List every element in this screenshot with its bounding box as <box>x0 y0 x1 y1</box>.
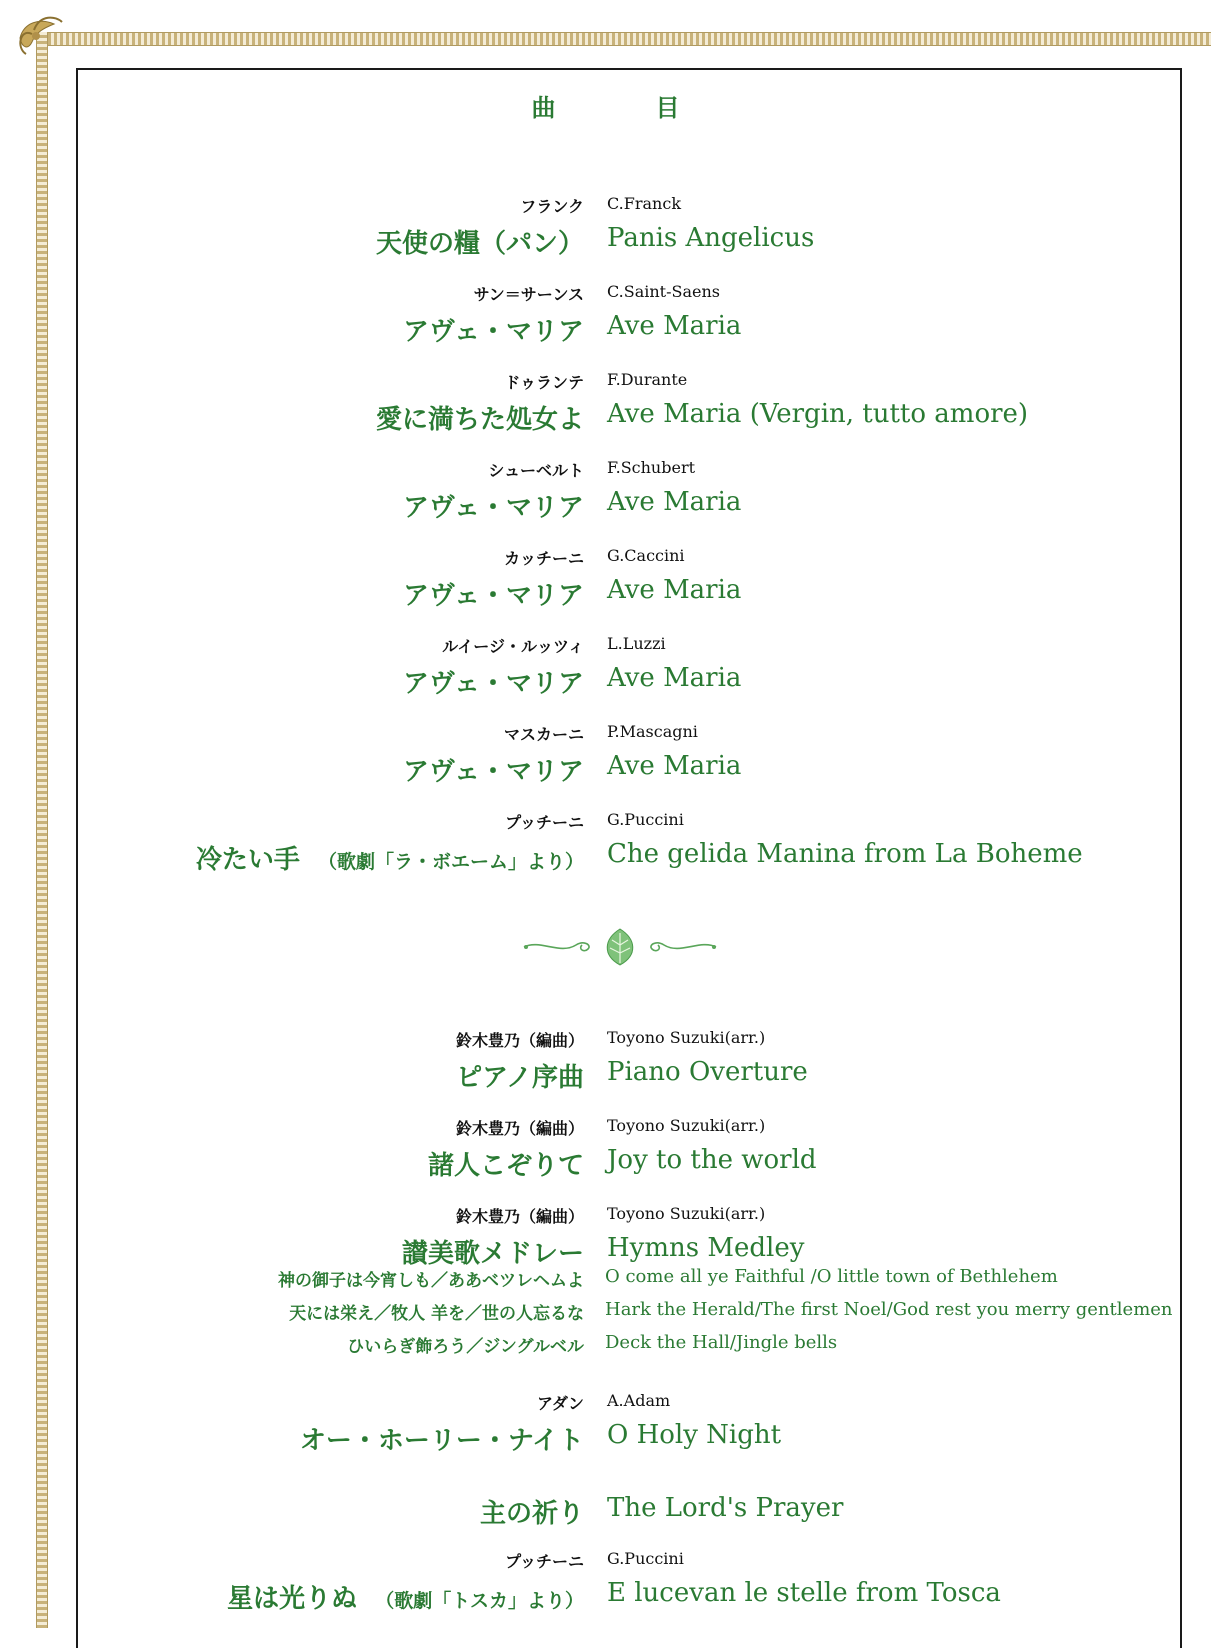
en-song-title: Che gelida Manina from La Boheme <box>607 839 1083 869</box>
medley-jp-line: 神の御子は今宵しも／ああベツレヘムよ <box>278 1271 584 1291</box>
jp-song-title: アヴェ・マリア <box>403 581 584 611</box>
en-song-title: Ave Maria <box>607 575 742 605</box>
medley-jp-line: 天には栄え／牧人 羊を／世の人忘るな <box>289 1304 584 1324</box>
en-song-title: Hymns Medley <box>607 1233 805 1263</box>
jp-composer: カッチーニ <box>504 549 584 568</box>
jp-song-subtitle: （歌劇「トスカ」より） <box>375 1590 584 1612</box>
jp-song-title: ピアノ序曲 <box>456 1063 584 1093</box>
en-composer: F.Schubert <box>607 458 696 477</box>
en-composer: G.Puccini <box>607 1549 684 1568</box>
jp-composer: フランク <box>520 197 584 216</box>
jp-song-title: オー・ホーリー・ナイト <box>299 1426 584 1456</box>
en-composer: L.Luzzi <box>607 634 666 653</box>
en-song-title: Ave Maria (Vergin, tutto amore) <box>607 399 1029 429</box>
jp-song-subtitle: （歌劇「ラ・ボエーム」より） <box>317 851 584 873</box>
en-song-title: Piano Overture <box>607 1057 808 1087</box>
en-song-title: O Holy Night <box>607 1420 782 1450</box>
jp-song-title: アヴェ・マリア <box>403 669 584 699</box>
en-song-title: E lucevan le stelle from Tosca <box>607 1578 1001 1608</box>
en-composer: A.Adam <box>607 1391 671 1410</box>
leaf-flourish-icon <box>520 925 720 969</box>
en-song-title: Ave Maria <box>607 663 742 693</box>
jp-song-title: 諸人こぞりて <box>427 1151 584 1181</box>
jp-song-title: 天使の糧（パン） <box>375 229 584 259</box>
jp-composer: 鈴木豊乃（編曲） <box>455 1031 584 1050</box>
jp-composer: マスカーニ <box>503 725 584 744</box>
jp-song-title-row <box>227 1578 584 1614</box>
en-song-title: Panis Angelicus <box>607 223 815 253</box>
jp-song-title: 愛に満ちた処女よ <box>375 405 584 435</box>
en-song-title: Ave Maria <box>607 487 742 517</box>
en-composer: G.Caccini <box>607 546 685 565</box>
en-song-title: Ave Maria <box>607 311 742 341</box>
jp-composer: サン＝サーンス <box>473 285 584 304</box>
jp-composer: 鈴木豊乃（編曲） <box>455 1119 584 1138</box>
title-left: 曲 <box>531 94 556 122</box>
decorative-border-left <box>36 32 48 1628</box>
jp-composer: シューベルト <box>488 461 584 480</box>
jp-composer: ドゥランテ <box>504 373 584 392</box>
page-title <box>0 88 1211 123</box>
en-composer: Toyono Suzuki(arr.) <box>607 1116 766 1135</box>
jp-composer: プッチーニ <box>505 813 584 832</box>
jp-song-title: アヴェ・マリア <box>403 757 584 787</box>
medley-jp-line: ひいらぎ飾ろう／ジングルベル <box>347 1337 584 1357</box>
medley-en-line: Hark the Herald/The first Noel/God rest you merry gentlemen <box>605 1299 1173 1320</box>
jp-song-title-row <box>195 839 584 875</box>
jp-song-title: 讃美歌メドレー <box>401 1239 584 1269</box>
decorative-border-top <box>36 32 1211 46</box>
jp-song-title: アヴェ・マリア <box>403 317 584 347</box>
en-composer: G.Puccini <box>607 810 684 829</box>
en-song-title: Joy to the world <box>607 1145 817 1175</box>
en-composer: C.Saint-Saens <box>607 282 720 301</box>
jp-composer: アダン <box>536 1394 584 1413</box>
en-song-title: Ave Maria <box>607 751 742 781</box>
jp-song-title: 主の祈り <box>479 1499 584 1529</box>
en-composer: C.Franck <box>607 194 682 213</box>
jp-song-title: 星は光りぬ <box>227 1584 358 1614</box>
jp-composer: 鈴木豊乃（編曲） <box>455 1207 584 1226</box>
en-composer: Toyono Suzuki(arr.) <box>607 1028 766 1047</box>
jp-song-title: 冷たい手 <box>195 845 300 875</box>
en-composer: Toyono Suzuki(arr.) <box>607 1204 766 1223</box>
medley-en-line: O come all ye Faithful /O little town of Bethlehem <box>605 1266 1058 1287</box>
ribbon-corner-icon <box>10 8 70 68</box>
medley-en-line: Deck the Hall/Jingle bells <box>605 1332 838 1353</box>
jp-composer: ルイージ・ルッツィ <box>442 637 584 656</box>
en-composer: P.Mascagni <box>607 722 698 741</box>
title-right: 目 <box>655 94 680 122</box>
jp-song-title: アヴェ・マリア <box>403 493 584 523</box>
en-song-title: The Lord's Prayer <box>607 1493 844 1523</box>
jp-composer: プッチーニ <box>505 1552 584 1571</box>
en-composer: F.Durante <box>607 370 688 389</box>
